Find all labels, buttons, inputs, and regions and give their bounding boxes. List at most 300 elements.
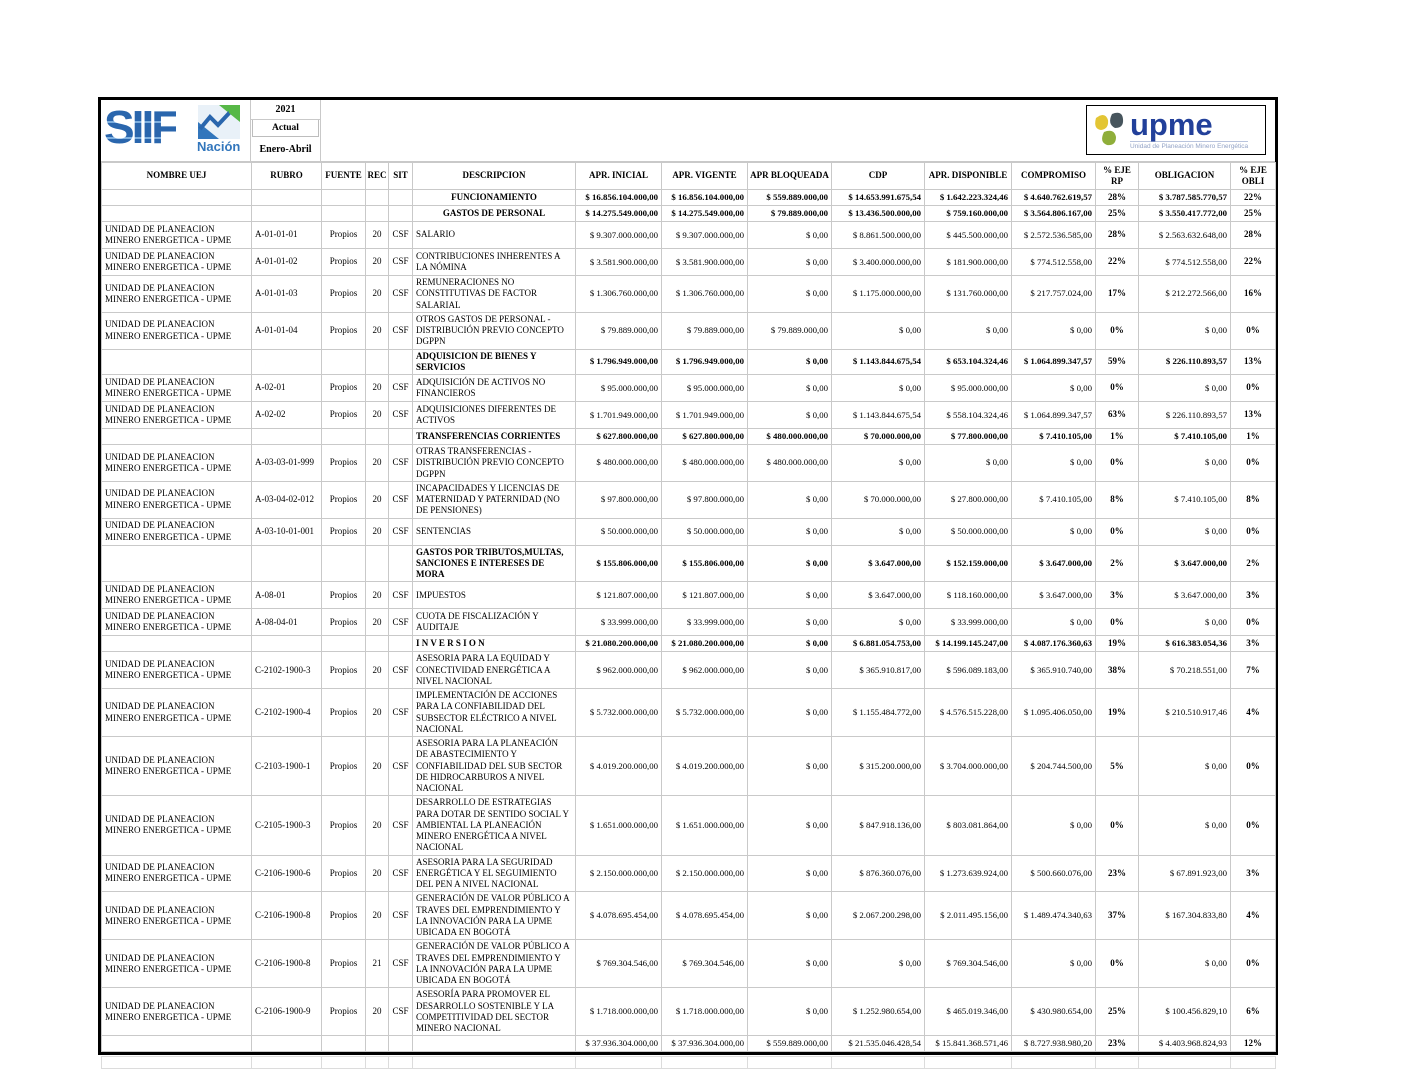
apr-bloqueada-cell: $ 559.889.000,00: [748, 190, 832, 206]
eje-obli-cell: 0%: [1231, 312, 1276, 349]
eje-obli-cell: 7%: [1231, 652, 1276, 689]
table-row: [102, 609, 1276, 636]
sit-cell: CSF: [389, 940, 413, 988]
eje-rp-cell: 19%: [1096, 636, 1139, 652]
apr-vigente-cell: $ 2.150.000.000,00: [662, 855, 748, 892]
apr-vigente-cell: $ 14.275.549.000,00: [662, 206, 748, 222]
apr-inicial-cell: $ 95.000.000,00: [576, 375, 662, 402]
descripcion-cell: FUNCIONAMIENTO: [413, 190, 576, 206]
apr-disponible-cell: $ 14.199.145.247,00: [925, 636, 1012, 652]
column-header-row: [102, 163, 1276, 190]
compromiso-cell: $ 3.647.000,00: [1012, 582, 1096, 609]
eje-rp-cell: 0%: [1096, 518, 1139, 545]
table-row: [102, 737, 1276, 796]
fuente-cell: Propios: [322, 312, 366, 349]
fuente-cell: Propios: [322, 276, 366, 313]
apr-vigente-cell: $ 97.800.000,00: [662, 481, 748, 518]
compromiso-cell: $ 365.910.740,00: [1012, 652, 1096, 689]
apr-inicial-cell: $ 97.800.000,00: [576, 481, 662, 518]
compromiso-cell: $ 500.660.076,00: [1012, 855, 1096, 892]
fuente-cell: [322, 429, 366, 445]
report-header-band: [101, 100, 1275, 162]
descripcion-cell: REMUNERACIONES NO CONSTITUTIVAS DE FACTOR SALARIAL: [413, 276, 576, 313]
upme-logo-tagline: Unidad de Planeación Minero Energética: [1130, 143, 1249, 150]
table-row: [102, 276, 1276, 313]
descripcion-cell: IMPLEMENTACIÓN DE ACCIONES PARA LA CONFIABILIDAD DEL SUBSECTOR ELÉCTRICO A NIVEL NACIONAL: [413, 689, 576, 737]
table-row: [102, 445, 1276, 482]
apr-vigente-cell: $ 1.306.760.000,00: [662, 276, 748, 313]
summary-row: [102, 636, 1276, 652]
siif-logo-text: SIIF: [104, 100, 176, 156]
sit-cell: [389, 545, 413, 582]
descripcion-cell: ADQUISICIONES DIFERENTES DE ACTIVOS: [413, 402, 576, 429]
apr-inicial-cell: $ 2.150.000.000,00: [576, 855, 662, 892]
table-row: [102, 892, 1276, 940]
rubro-cell: A-08-01: [252, 582, 322, 609]
table-row: [102, 652, 1276, 689]
apr-bloqueada-cell: $ 0,00: [748, 518, 832, 545]
sit-cell: CSF: [389, 276, 413, 313]
rec-cell: [366, 636, 389, 652]
apr-inicial-cell: $ 769.304.546,00: [576, 940, 662, 988]
column-header-descripcion: DESCRIPCION: [413, 163, 576, 190]
rec-cell: 20: [366, 652, 389, 689]
cdp-cell: $ 847.918.136,00: [832, 796, 925, 855]
eje-rp-cell: 0%: [1096, 796, 1139, 855]
eje-rp-cell: 25%: [1096, 206, 1139, 222]
apr-vigente-cell: $ 1.701.949.000,00: [662, 402, 748, 429]
fuente-cell: Propios: [322, 375, 366, 402]
rubro-cell: A-08-04-01: [252, 609, 322, 636]
compromiso-cell: $ 0,00: [1012, 940, 1096, 988]
eje-obli-cell: 0%: [1231, 737, 1276, 796]
sit-cell: CSF: [389, 737, 413, 796]
apr-inicial-cell: $ 1.701.949.000,00: [576, 402, 662, 429]
eje-obli-cell: 2%: [1231, 545, 1276, 582]
report-table-frame: [98, 97, 1278, 1055]
obligacion-cell: $ 2.563.632.648,00: [1139, 222, 1231, 249]
eje-obli-cell: 28%: [1231, 222, 1276, 249]
eje-rp-cell: 2%: [1096, 545, 1139, 582]
apr-bloqueada-cell: $ 0,00: [748, 349, 832, 375]
compromiso-cell: $ 217.757.024,00: [1012, 276, 1096, 313]
compromiso-cell: $ 1.095.406.050,00: [1012, 689, 1096, 737]
eje-rp-cell: 1%: [1096, 429, 1139, 445]
eje-rp-cell: 5%: [1096, 737, 1139, 796]
column-header-cdp: CDP: [832, 163, 925, 190]
descripcion-cell: ADQUISICION DE BIENES Y SERVICIOS: [413, 349, 576, 375]
descripcion-cell: SENTENCIAS: [413, 518, 576, 545]
table-row: [102, 988, 1276, 1036]
cdp-cell: $ 6.881.054.753,00: [832, 636, 925, 652]
sit-cell: CSF: [389, 689, 413, 737]
table-row: [102, 940, 1276, 988]
apr-inicial-cell: $ 627.800.000,00: [576, 429, 662, 445]
cdp-cell: $ 0,00: [832, 445, 925, 482]
apr-bloqueada-cell: $ 0,00: [748, 855, 832, 892]
apr-inicial-cell: $ 1.306.760.000,00: [576, 276, 662, 313]
rec-cell: 20: [366, 375, 389, 402]
fuente-cell: Propios: [322, 481, 366, 518]
apr-bloqueada-cell: $ 0,00: [748, 940, 832, 988]
table-row: [102, 222, 1276, 249]
uej-cell: UNIDAD DE PLANEACION MINERO ENERGETICA - UPME: [102, 249, 252, 276]
apr-disponible-cell: $ 33.999.000,00: [925, 609, 1012, 636]
apr-disponible-cell: $ 0,00: [925, 445, 1012, 482]
rec-cell: 20: [366, 988, 389, 1036]
uej-cell: [102, 1036, 252, 1052]
period-year: 2021: [251, 100, 320, 120]
fuente-cell: Propios: [322, 988, 366, 1036]
eje-rp-cell: 59%: [1096, 349, 1139, 375]
table-row: [102, 582, 1276, 609]
cdp-cell: $ 0,00: [832, 312, 925, 349]
apr-bloqueada-cell: $ 0,00: [748, 689, 832, 737]
cdp-cell: $ 0,00: [832, 375, 925, 402]
apr-vigente-cell: $ 33.999.000,00: [662, 609, 748, 636]
cdp-cell: $ 1.252.980.654,00: [832, 988, 925, 1036]
sit-cell: CSF: [389, 892, 413, 940]
rec-cell: 20: [366, 689, 389, 737]
apr-inicial-cell: $ 9.307.000.000,00: [576, 222, 662, 249]
uej-cell: UNIDAD DE PLANEACION MINERO ENERGETICA - UPME: [102, 609, 252, 636]
apr-bloqueada-cell: $ 0,00: [748, 222, 832, 249]
column-header-apr-vigente: APR. VIGENTE: [662, 163, 748, 190]
apr-inicial-cell: $ 79.889.000,00: [576, 312, 662, 349]
sit-cell: CSF: [389, 609, 413, 636]
eje-rp-cell: 38%: [1096, 652, 1139, 689]
cdp-cell: $ 3.647.000,00: [832, 545, 925, 582]
rubro-cell: A-01-01-01: [252, 222, 322, 249]
compromiso-cell: $ 7.410.105,00: [1012, 429, 1096, 445]
eje-obli-cell: 3%: [1231, 855, 1276, 892]
eje-rp-cell: 8%: [1096, 481, 1139, 518]
rubro-cell: C-2106-1900-8: [252, 892, 322, 940]
eje-obli-cell: 0%: [1231, 518, 1276, 545]
summary-row: [102, 545, 1276, 582]
apr-bloqueada-cell: $ 0,00: [748, 545, 832, 582]
rubro-cell: A-03-10-01-001: [252, 518, 322, 545]
apr-disponible-cell: $ 15.841.368.571,46: [925, 1036, 1012, 1052]
rec-cell: 20: [366, 796, 389, 855]
uej-cell: [102, 545, 252, 582]
eje-obli-cell: 4%: [1231, 689, 1276, 737]
sit-cell: [389, 636, 413, 652]
rec-cell: [366, 1036, 389, 1052]
cdp-cell: $ 0,00: [832, 518, 925, 545]
cdp-cell: $ 0,00: [832, 609, 925, 636]
column-header-compromiso: COMPROMISO: [1012, 163, 1096, 190]
apr-inicial-cell: $ 37.936.304.000,00: [576, 1036, 662, 1052]
column-header-apr-bloqueada: APR BLOQUEADA: [748, 163, 832, 190]
rec-cell: 20: [366, 481, 389, 518]
apr-disponible-cell: $ 1.273.639.924,00: [925, 855, 1012, 892]
eje-obli-cell: 13%: [1231, 402, 1276, 429]
compromiso-cell: $ 0,00: [1012, 796, 1096, 855]
compromiso-cell: $ 3.647.000,00: [1012, 545, 1096, 582]
uej-cell: UNIDAD DE PLANEACION MINERO ENERGETICA - UPME: [102, 892, 252, 940]
apr-vigente-cell: $ 1.796.949.000,00: [662, 349, 748, 375]
descripcion-cell: OTRAS TRANSFERENCIAS - DISTRIBUCIÓN PREVIO CONCEPTO DGPPN: [413, 445, 576, 482]
obligacion-cell: $ 226.110.893,57: [1139, 402, 1231, 429]
rec-cell: [366, 349, 389, 375]
eje-obli-cell: 8%: [1231, 481, 1276, 518]
apr-disponible-cell: $ 4.576.515.228,00: [925, 689, 1012, 737]
apr-bloqueada-cell: $ 0,00: [748, 737, 832, 796]
apr-vigente-cell: $ 50.000.000,00: [662, 518, 748, 545]
fuente-cell: [322, 349, 366, 375]
eje-rp-cell: 28%: [1096, 190, 1139, 206]
fuente-cell: [322, 545, 366, 582]
rubro-cell: C-2102-1900-4: [252, 689, 322, 737]
cdp-cell: $ 21.535.046.428,54: [832, 1036, 925, 1052]
rubro-cell: [252, 545, 322, 582]
apr-bloqueada-cell: $ 0,00: [748, 582, 832, 609]
header-empty-area: [321, 100, 1275, 161]
empty-row: [102, 1057, 1276, 1069]
apr-disponible-cell: $ 3.704.000.000,00: [925, 737, 1012, 796]
apr-disponible-cell: $ 558.104.324,46: [925, 402, 1012, 429]
descripcion-cell: ASESORIA PARA LA PLANEACIÓN DE ABASTECIMIENTO Y CONFIABILIDAD DEL SUB SECTOR DE HIDROCARBUROS A NIVEL NACIONAL: [413, 737, 576, 796]
table-row: [102, 689, 1276, 737]
rec-cell: 20: [366, 609, 389, 636]
rubro-cell: A-02-01: [252, 375, 322, 402]
rec-cell: 20: [366, 402, 389, 429]
apr-disponible-cell: $ 653.104.324,46: [925, 349, 1012, 375]
descripcion-cell: ASESORIA PARA LA EQUIDAD Y CONECTIVIDAD ENERGÉTICA A NIVEL NACIONAL: [413, 652, 576, 689]
obligacion-cell: $ 3.550.417.772,00: [1139, 206, 1231, 222]
column-header-sit: SIT: [389, 163, 413, 190]
table-row: [102, 375, 1276, 402]
apr-inicial-cell: $ 962.000.000,00: [576, 652, 662, 689]
descripcion-cell: GENERACIÓN DE VALOR PÚBLICO A TRAVES DEL EMPRENDIMIENTO Y LA INNOVACIÓN PARA LA UPME UBICADA EN BOGOTÁ: [413, 940, 576, 988]
apr-bloqueada-cell: $ 0,00: [748, 988, 832, 1036]
uej-cell: UNIDAD DE PLANEACION MINERO ENERGETICA - UPME: [102, 796, 252, 855]
apr-bloqueada-cell: $ 0,00: [748, 636, 832, 652]
cdp-cell: $ 3.647.000,00: [832, 582, 925, 609]
obligacion-cell: $ 0,00: [1139, 940, 1231, 988]
compromiso-cell: $ 1.064.899.347,57: [1012, 402, 1096, 429]
obligacion-cell: $ 774.512.558,00: [1139, 249, 1231, 276]
eje-rp-cell: 37%: [1096, 892, 1139, 940]
uej-cell: UNIDAD DE PLANEACION MINERO ENERGETICA - UPME: [102, 445, 252, 482]
eje-rp-cell: 3%: [1096, 582, 1139, 609]
eje-rp-cell: 23%: [1096, 1036, 1139, 1052]
apr-bloqueada-cell: $ 0,00: [748, 481, 832, 518]
fuente-cell: Propios: [322, 609, 366, 636]
compromiso-cell: $ 0,00: [1012, 445, 1096, 482]
eje-rp-cell: 63%: [1096, 402, 1139, 429]
uej-cell: UNIDAD DE PLANEACION MINERO ENERGETICA - UPME: [102, 689, 252, 737]
compromiso-cell: $ 774.512.558,00: [1012, 249, 1096, 276]
eje-rp-cell: 23%: [1096, 855, 1139, 892]
table-row: [102, 402, 1276, 429]
apr-disponible-cell: $ 1.642.223.324,46: [925, 190, 1012, 206]
descripcion-cell: OTROS GASTOS DE PERSONAL - DISTRIBUCIÓN PREVIO CONCEPTO DGPPN: [413, 312, 576, 349]
eje-obli-cell: 0%: [1231, 609, 1276, 636]
sit-cell: CSF: [389, 796, 413, 855]
siif-logo: [101, 100, 251, 161]
apr-disponible-cell: $ 2.011.495.156,00: [925, 892, 1012, 940]
eje-obli-cell: 25%: [1231, 206, 1276, 222]
apr-inicial-cell: $ 14.275.549.000,00: [576, 206, 662, 222]
sit-cell: CSF: [389, 222, 413, 249]
sit-cell: [389, 349, 413, 375]
column-header-eje-obli: % EJE OBLI: [1231, 163, 1276, 190]
fuente-cell: [322, 206, 366, 222]
apr-vigente-cell: $ 1.651.000.000,00: [662, 796, 748, 855]
rec-cell: 20: [366, 518, 389, 545]
apr-vigente-cell: $ 4.078.695.454,00: [662, 892, 748, 940]
descripcion-cell: GASTOS POR TRIBUTOS,MULTAS, SANCIONES E INTERESES DE MORA: [413, 545, 576, 582]
sit-cell: CSF: [389, 988, 413, 1036]
fuente-cell: Propios: [322, 652, 366, 689]
rubro-cell: C-2103-1900-1: [252, 737, 322, 796]
rec-cell: 20: [366, 892, 389, 940]
rec-cell: [366, 190, 389, 206]
cdp-cell: $ 13.436.500.000,00: [832, 206, 925, 222]
rec-cell: 20: [366, 222, 389, 249]
obligacion-cell: $ 0,00: [1139, 312, 1231, 349]
apr-bloqueada-cell: $ 0,00: [748, 276, 832, 313]
compromiso-cell: $ 0,00: [1012, 518, 1096, 545]
column-header-apr-disponible: APR. DISPONIBLE: [925, 163, 1012, 190]
compromiso-cell: $ 430.980.654,00: [1012, 988, 1096, 1036]
descripcion-cell: INCAPACIDADES Y LICENCIAS DE MATERNIDAD Y PATERNIDAD (NO DE PENSIONES): [413, 481, 576, 518]
apr-disponible-cell: $ 152.159.000,00: [925, 545, 1012, 582]
uej-cell: [102, 429, 252, 445]
eje-obli-cell: 3%: [1231, 582, 1276, 609]
fuente-cell: Propios: [322, 582, 366, 609]
uej-cell: [102, 206, 252, 222]
apr-disponible-cell: $ 759.160.000,00: [925, 206, 1012, 222]
sit-cell: [389, 1036, 413, 1052]
cdp-cell: $ 365.910.817,00: [832, 652, 925, 689]
sit-cell: [389, 190, 413, 206]
eje-obli-cell: 0%: [1231, 796, 1276, 855]
apr-inicial-cell: $ 480.000.000,00: [576, 445, 662, 482]
uej-cell: [102, 190, 252, 206]
apr-inicial-cell: $ 33.999.000,00: [576, 609, 662, 636]
apr-inicial-cell: $ 1.718.000.000,00: [576, 988, 662, 1036]
uej-cell: [102, 349, 252, 375]
compromiso-cell: $ 2.572.536.585,00: [1012, 222, 1096, 249]
compromiso-cell: $ 204.744.500,00: [1012, 737, 1096, 796]
obligacion-cell: $ 7.410.105,00: [1139, 481, 1231, 518]
apr-vigente-cell: $ 21.080.200.000,00: [662, 636, 748, 652]
apr-disponible-cell: $ 77.800.000,00: [925, 429, 1012, 445]
rubro-cell: A-03-03-01-999: [252, 445, 322, 482]
obligacion-cell: $ 0,00: [1139, 737, 1231, 796]
period-months: Enero-Abril: [259, 143, 312, 155]
descripcion-cell: ASESORIA PARA LA SEGURIDAD ENERGÉTICA Y EL SEGUIMIENTO DEL PEN A NIVEL NACIONAL: [413, 855, 576, 892]
fuente-cell: [322, 636, 366, 652]
fuente-cell: Propios: [322, 855, 366, 892]
obligacion-cell: $ 7.410.105,00: [1139, 429, 1231, 445]
rec-cell: 20: [366, 276, 389, 313]
cdp-cell: $ 70.000.000,00: [832, 481, 925, 518]
apr-disponible-cell: $ 465.019.346,00: [925, 988, 1012, 1036]
uej-cell: UNIDAD DE PLANEACION MINERO ENERGETICA - UPME: [102, 652, 252, 689]
summary-row: [102, 206, 1276, 222]
apr-bloqueada-cell: $ 0,00: [748, 892, 832, 940]
compromiso-cell: $ 3.564.806.167,00: [1012, 206, 1096, 222]
rec-cell: 20: [366, 312, 389, 349]
rec-cell: 20: [366, 445, 389, 482]
apr-vigente-cell: $ 95.000.000,00: [662, 375, 748, 402]
obligacion-cell: $ 212.272.566,00: [1139, 276, 1231, 313]
rubro-cell: C-2106-1900-9: [252, 988, 322, 1036]
sit-cell: CSF: [389, 652, 413, 689]
fuente-cell: [322, 190, 366, 206]
rubro-cell: A-02-02: [252, 402, 322, 429]
cdp-cell: $ 70.000.000,00: [832, 429, 925, 445]
apr-disponible-cell: $ 181.900.000,00: [925, 249, 1012, 276]
eje-rp-cell: 17%: [1096, 276, 1139, 313]
apr-inicial-cell: $ 155.806.000,00: [576, 545, 662, 582]
cdp-cell: $ 3.400.000.000,00: [832, 249, 925, 276]
obligacion-cell: $ 3.647.000,00: [1139, 545, 1231, 582]
fuente-cell: Propios: [322, 892, 366, 940]
column-header-rubro: RUBRO: [252, 163, 322, 190]
rubro-cell: A-03-04-02-012: [252, 481, 322, 518]
apr-inicial-cell: $ 16.856.104.000,00: [576, 190, 662, 206]
cdp-cell: $ 8.861.500.000,00: [832, 222, 925, 249]
rec-cell: 20: [366, 582, 389, 609]
rubro-cell: C-2106-1900-6: [252, 855, 322, 892]
descripcion-cell: [413, 1036, 576, 1052]
sit-cell: [389, 429, 413, 445]
descripcion-cell: CONTRIBUCIONES INHERENTES A LA NÓMINA: [413, 249, 576, 276]
apr-disponible-cell: $ 803.081.864,00: [925, 796, 1012, 855]
eje-obli-cell: 0%: [1231, 375, 1276, 402]
upme-logo: [1086, 105, 1266, 155]
descripcion-cell: SALARIO: [413, 222, 576, 249]
apr-inicial-cell: $ 1.651.000.000,00: [576, 796, 662, 855]
apr-vigente-cell: $ 79.889.000,00: [662, 312, 748, 349]
column-header-eje-rp: % EJE RP: [1096, 163, 1139, 190]
eje-rp-cell: 25%: [1096, 988, 1139, 1036]
eje-rp-cell: 22%: [1096, 249, 1139, 276]
apr-bloqueada-cell: $ 0,00: [748, 375, 832, 402]
compromiso-cell: $ 4.087.176.360,63: [1012, 636, 1096, 652]
sit-cell: CSF: [389, 445, 413, 482]
obligacion-cell: $ 226.110.893,57: [1139, 349, 1231, 375]
uej-cell: UNIDAD DE PLANEACION MINERO ENERGETICA - UPME: [102, 518, 252, 545]
sit-cell: CSF: [389, 582, 413, 609]
apr-vigente-cell: $ 4.019.200.000,00: [662, 737, 748, 796]
obligacion-cell: $ 0,00: [1139, 609, 1231, 636]
eje-obli-cell: 16%: [1231, 276, 1276, 313]
apr-vigente-cell: $ 37.936.304.000,00: [662, 1036, 748, 1052]
sit-cell: CSF: [389, 518, 413, 545]
rec-cell: 20: [366, 249, 389, 276]
apr-vigente-cell: $ 9.307.000.000,00: [662, 222, 748, 249]
summary-row: [102, 429, 1276, 445]
apr-disponible-cell: $ 50.000.000,00: [925, 518, 1012, 545]
fuente-cell: Propios: [322, 249, 366, 276]
apr-bloqueada-cell: $ 0,00: [748, 609, 832, 636]
eje-obli-cell: 1%: [1231, 429, 1276, 445]
eje-obli-cell: 22%: [1231, 249, 1276, 276]
apr-disponible-cell: $ 596.089.183,00: [925, 652, 1012, 689]
fuente-cell: Propios: [322, 796, 366, 855]
fuente-cell: Propios: [322, 737, 366, 796]
compromiso-cell: $ 1.489.474.340,63: [1012, 892, 1096, 940]
rubro-cell: A-01-01-02: [252, 249, 322, 276]
rubro-cell: [252, 1036, 322, 1052]
sit-cell: [389, 206, 413, 222]
